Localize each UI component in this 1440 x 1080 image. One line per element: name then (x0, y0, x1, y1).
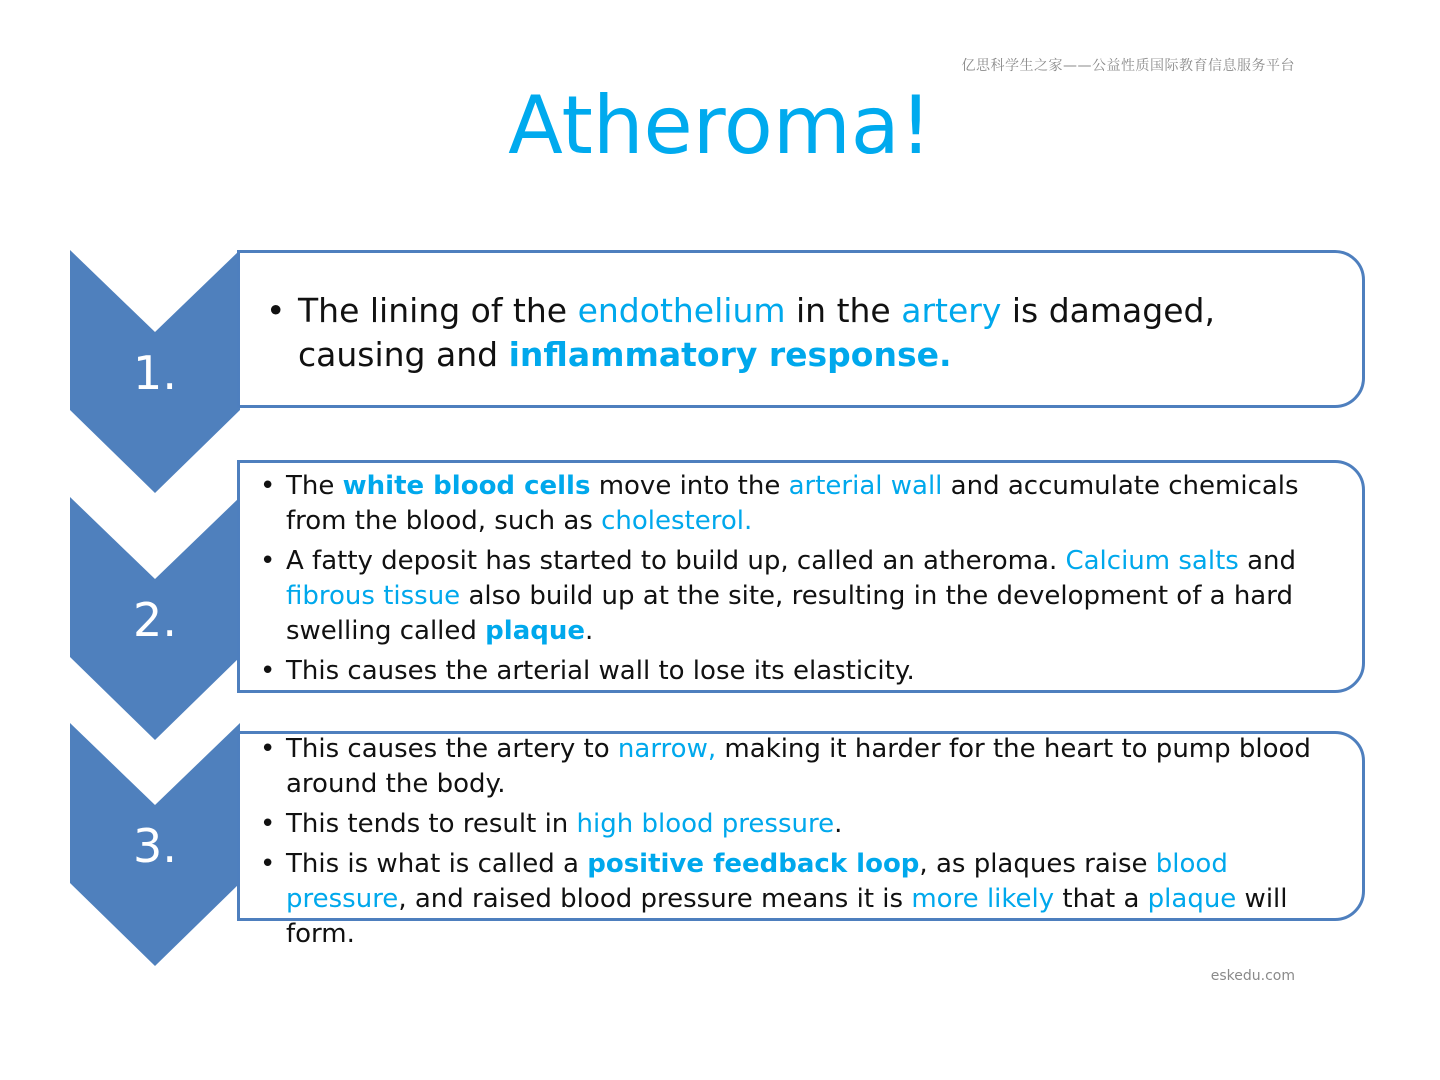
bullet-icon: • (260, 849, 276, 879)
bullet-text: , and raised blood pressure means it is (398, 884, 912, 914)
bullet-text: and accumulate chemicals from the blood, such as (286, 471, 1299, 536)
highlighted-term: high blood pressure (576, 809, 835, 839)
bullet-text: This causes the arterial wall to lose its elasticity. (286, 656, 915, 686)
highlighted-term: arterial wall (788, 471, 943, 501)
highlighted-term: positive feedback loop (587, 849, 920, 879)
bullet-icon: • (260, 734, 276, 764)
highlighted-term: more likely (911, 884, 1055, 914)
highlighted-term: endothelium (577, 291, 786, 330)
bullet-icon: • (260, 656, 276, 686)
step-2-list (240, 469, 1338, 689)
bullet-text: making it harder for the heart to pump blood around the body. (286, 734, 1311, 799)
bullet-text: that a (1054, 884, 1148, 914)
step-1-chevron (70, 250, 240, 493)
highlighted-term: plaque (1147, 884, 1237, 914)
bullet-item (240, 289, 1332, 377)
step-3-list (240, 732, 1338, 952)
step-1-list (240, 289, 1332, 377)
bullet-text: is damaged, causing and (298, 291, 1215, 374)
bullet-text: A fatty deposit has started to build up, called an atheroma. (286, 546, 1066, 576)
slide-title: Atheroma! (508, 79, 932, 172)
step-number: 2. (133, 593, 177, 647)
bullet-text: This causes the artery to (286, 734, 618, 764)
step-number: 1. (133, 346, 177, 400)
bullet-text: also build up at the site, resulting in the development of a hard swelling called (286, 581, 1293, 646)
watermark-text: 亿思科学生之家——公益性质国际教育信息服务平台 (961, 58, 1295, 74)
bullet-icon: • (260, 471, 276, 501)
highlighted-term: blood pressure (286, 849, 1228, 914)
step-2-box (237, 460, 1365, 693)
step-2-chevron (70, 497, 240, 740)
highlighted-term: Calcium salts (1065, 546, 1239, 576)
step-number: 3. (133, 819, 177, 873)
step-3-box (237, 731, 1365, 949)
highlighted-term: fibrous tissue (286, 581, 461, 611)
highlighted-term: cholesterol. (601, 506, 753, 536)
step-3-chevron (70, 723, 240, 966)
bullet-item (240, 847, 1338, 952)
bullet-text: in the (785, 291, 902, 330)
bullet-item (240, 469, 1338, 539)
bullet-text: . (834, 809, 843, 839)
bullet-item (240, 544, 1338, 649)
highlighted-term: inflammatory response. (508, 335, 952, 374)
bullet-text: The (286, 471, 343, 501)
highlighted-term: narrow, (617, 734, 717, 764)
bullet-text: will form. (286, 884, 1288, 949)
bullet-text: This tends to result in (286, 809, 577, 839)
highlighted-term: white blood cells (342, 471, 591, 501)
bullet-text: This is what is called a (286, 849, 588, 879)
bullet-icon: • (260, 546, 276, 576)
bullet-item (240, 654, 1338, 689)
highlighted-term: artery (901, 291, 1002, 330)
bullet-item (240, 732, 1338, 802)
bullet-text: . (585, 616, 594, 646)
bullet-icon: • (266, 291, 286, 330)
highlighted-term: plaque (485, 616, 585, 646)
bullet-item (240, 807, 1338, 842)
bullet-text: The lining of the (298, 291, 578, 330)
footer-url: eskedu.com (1210, 968, 1295, 984)
bullet-text: and (1238, 546, 1296, 576)
bullet-text: , as plaques raise (919, 849, 1156, 879)
bullet-text: move into the (590, 471, 789, 501)
bullet-icon: • (260, 809, 276, 839)
step-1-box (237, 250, 1365, 408)
